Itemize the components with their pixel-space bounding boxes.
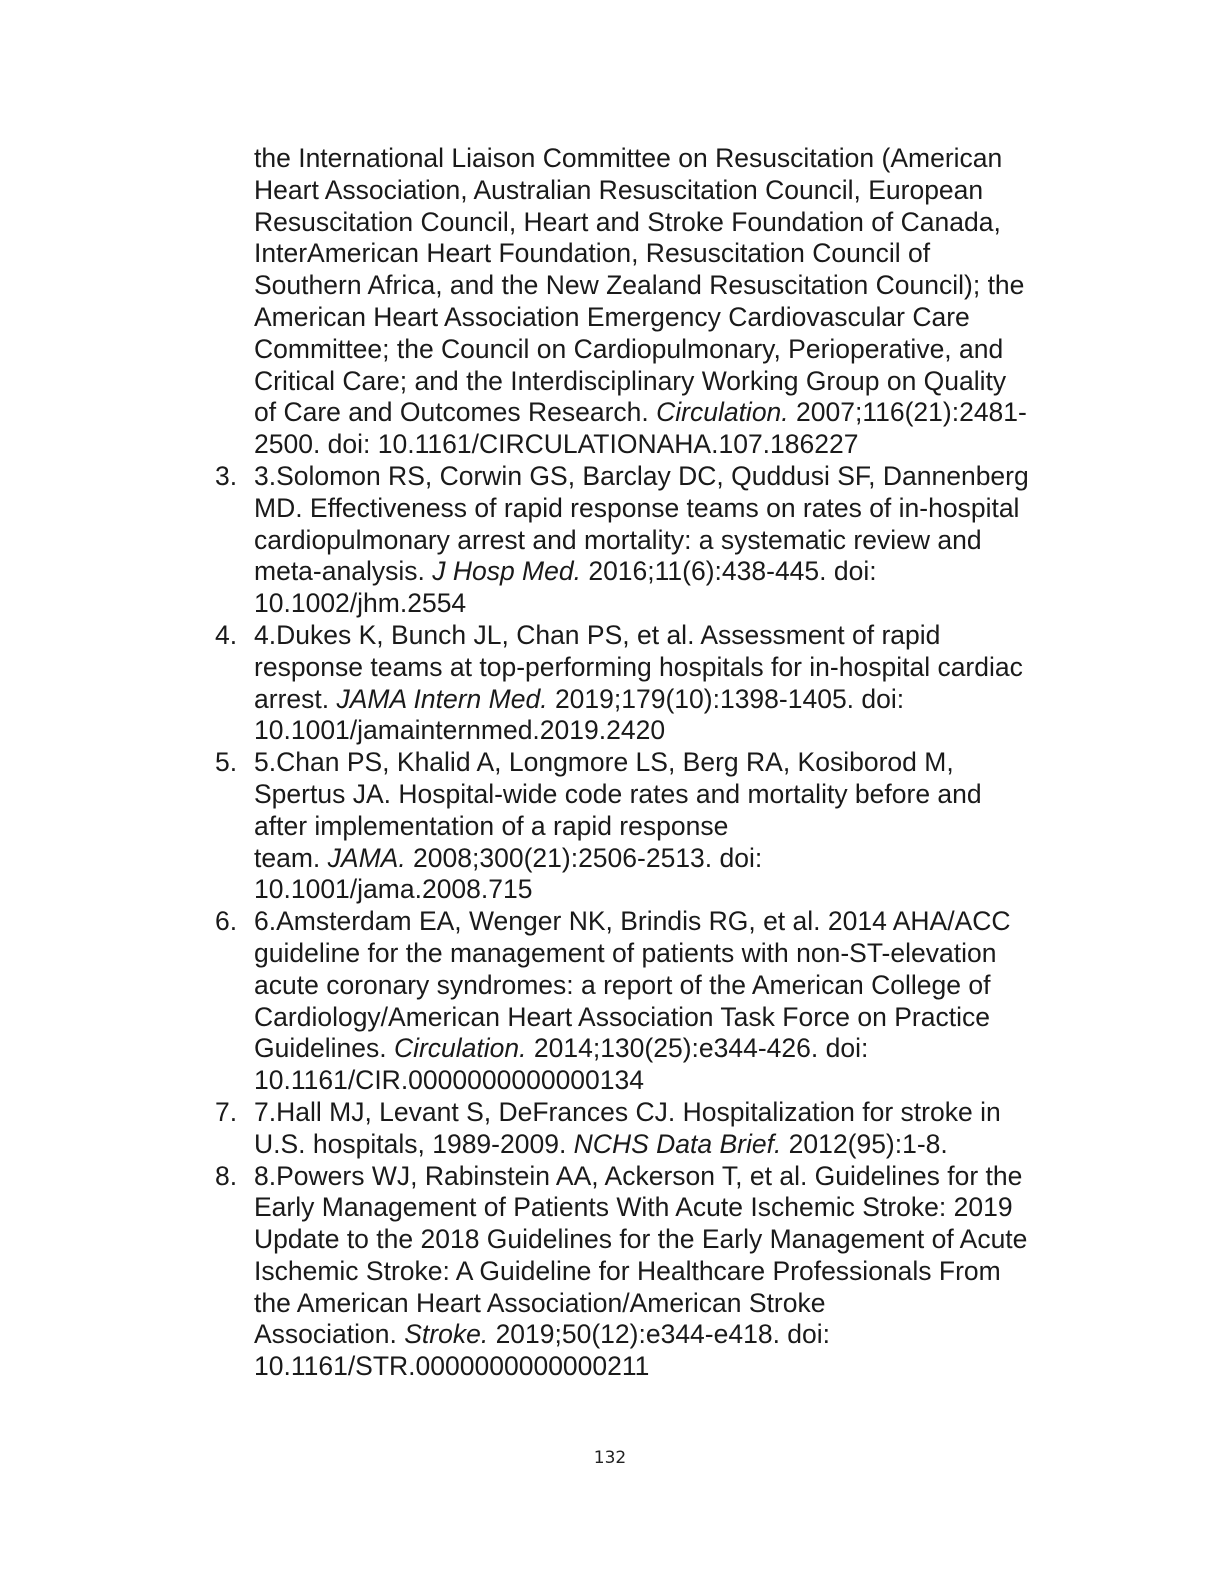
reference-text: 7.Hall MJ, Levant S, DeFrances CJ. Hospitalization for stroke in (254, 1096, 1001, 1127)
reference-text: of Care and Outcomes Research. (254, 397, 657, 428)
reference-text: Heart Association, Australian Resuscitation Council, European (254, 174, 984, 205)
reference-line (254, 302, 1075, 334)
reference-line (254, 1192, 1075, 1224)
reference-line (254, 970, 1075, 1002)
reference-line (254, 143, 1075, 175)
reference-text: Guidelines. (254, 1033, 394, 1064)
reference-line (254, 779, 1075, 811)
reference-text: 5.Chan PS, Khalid A, Longmore LS, Berg RA, Kosiborod M, (254, 747, 954, 778)
reference-line (254, 1288, 1075, 1320)
reference-number: 7. (215, 1096, 238, 1127)
citation-details: 2016;11(6):438-445. doi: (580, 556, 877, 587)
reference-line (254, 684, 1075, 716)
reference-line (254, 1033, 1075, 1065)
reference-line (254, 397, 1075, 429)
reference-text: Cardiology/American Heart Association Task Force on Practice (254, 1001, 990, 1032)
reference-line (254, 525, 1075, 557)
journal-title: NCHS Data Brief. (573, 1128, 782, 1159)
reference-text: 10.1001/jamainternmed.2019.2420 (254, 715, 666, 746)
reference-line (254, 1002, 1075, 1034)
reference-text: 6.Amsterdam EA, Wenger NK, Brindis RG, et al. 2014 AHA/ACC (254, 906, 1011, 937)
reference-text: U.S. hospitals, 1989-2009. (254, 1128, 574, 1159)
reference-number: 4. (215, 619, 238, 650)
reference-line (254, 270, 1075, 302)
reference-line (254, 1224, 1075, 1256)
citation-details: 2012(95):1-8. (781, 1128, 948, 1159)
reference-text: Update to the 2018 Guidelines for the Early Management of Acute (254, 1224, 1028, 1255)
citation-details: 2008;300(21):2506-2513. doi: (405, 842, 763, 873)
reference-line (254, 747, 1075, 779)
reference-item (215, 906, 1075, 1097)
reference-text: the American Heart Association/American Stroke (254, 1287, 826, 1318)
reference-text: Southern Africa, and the New Zealand Resuscitation Council); the (254, 270, 1025, 301)
reference-line (254, 1319, 1075, 1351)
reference-text: team. (254, 842, 328, 873)
reference-line (254, 874, 1075, 906)
citation-details: 2019;50(12):e344-e418. doi: (488, 1319, 831, 1350)
reference-line (254, 556, 1075, 588)
reference-list (215, 143, 1075, 1383)
reference-item (215, 461, 1075, 620)
journal-title: JAMA Intern Med. (336, 683, 548, 714)
reference-text: arrest. (254, 683, 337, 714)
reference-line (254, 1256, 1075, 1288)
reference-number: 6. (215, 906, 238, 937)
reference-text: after implementation of a rapid response (254, 810, 729, 841)
reference-text: response teams at top-performing hospitals for in-hospital cardiac (254, 651, 1023, 682)
reference-line (254, 1129, 1075, 1161)
reference-text: acute coronary syndromes: a report of the American College of (254, 969, 991, 1000)
reference-line (254, 811, 1075, 843)
reference-line (254, 461, 1075, 493)
reference-line (254, 1097, 1075, 1129)
journal-title: J Hosp Med. (432, 556, 581, 587)
reference-text: 10.1161/CIR.0000000000000134 (254, 1065, 644, 1096)
reference-line (254, 366, 1075, 398)
reference-item (215, 1161, 1075, 1384)
reference-text: 4.Dukes K, Bunch JL, Chan PS, et al. Assessment of rapid (254, 619, 941, 650)
reference-line (254, 175, 1075, 207)
reference-text: Spertus JA. Hospital-wide code rates and mortality before and (254, 778, 982, 809)
reference-text: 3.Solomon RS, Corwin GS, Barclay DC, Quddusi SF, Dannenberg (254, 460, 1029, 491)
citation-details: 2014;130(25):e344-426. doi: (526, 1033, 869, 1064)
reference-text: 2500. doi: 10.1161/CIRCULATIONAHA.107.186227 (254, 429, 859, 460)
reference-number: 3. (215, 460, 238, 491)
page-number: 132 (593, 1448, 627, 1468)
reference-line (254, 238, 1075, 270)
reference-text: American Heart Association Emergency Cardiovascular Care (254, 301, 970, 332)
reference-number: 8. (215, 1160, 238, 1191)
reference-text: Resuscitation Council, Heart and Stroke Foundation of Canada, (254, 206, 1001, 237)
reference-text: 8.Powers WJ, Rabinstein AA, Ackerson T, et al. Guidelines for the (254, 1160, 1023, 1191)
reference-line (254, 652, 1075, 684)
journal-title: JAMA. (327, 842, 406, 873)
reference-line (254, 207, 1075, 239)
reference-number: 5. (215, 747, 238, 778)
reference-line (254, 334, 1075, 366)
citation-details: 2019;179(10):1398-1405. doi: (547, 683, 905, 714)
reference-item (215, 1097, 1075, 1161)
reference-line (254, 429, 1075, 461)
reference-text: 10.1001/jama.2008.715 (254, 874, 533, 905)
reference-text: InterAmerican Heart Foundation, Resuscitation Council of (254, 238, 931, 269)
journal-title: Circulation. (393, 1033, 527, 1064)
reference-text: the International Liaison Committee on Resuscitation (American (254, 143, 1003, 173)
citation-details: 2007;116(21):2481- (788, 397, 1027, 428)
reference-text: Early Management of Patients With Acute Ischemic Stroke: 2019 (254, 1192, 1013, 1223)
reference-text: MD. Effectiveness of rapid response teams on rates of in-hospital (254, 492, 1020, 523)
reference-line (254, 1351, 1075, 1383)
reference-text: cardiopulmonary arrest and mortality: a systematic review and (254, 524, 982, 555)
reference-line (254, 906, 1075, 938)
reference-line (254, 588, 1075, 620)
reference-item (215, 620, 1075, 747)
reference-item (215, 143, 1075, 461)
reference-text: 10.1002/jhm.2554 (254, 588, 467, 619)
reference-line (254, 938, 1075, 970)
journal-title: Circulation. (656, 397, 789, 428)
reference-text: Ischemic Stroke: A Guideline for Healthcare Professionals From (254, 1255, 1001, 1286)
reference-line (254, 493, 1075, 525)
reference-text: guideline for the management of patients with non-ST-elevation (254, 937, 997, 968)
reference-line (254, 620, 1075, 652)
reference-line (254, 1065, 1075, 1097)
reference-text: Committee; the Council on Cardiopulmonary, Perioperative, and (254, 333, 1004, 364)
reference-line (254, 843, 1075, 875)
reference-text: meta-analysis. (254, 556, 433, 587)
reference-line (254, 715, 1075, 747)
journal-title: Stroke. (404, 1319, 489, 1350)
reference-text: Association. (254, 1319, 405, 1350)
reference-line (254, 1161, 1075, 1193)
reference-text: 10.1161/STR.0000000000000211 (254, 1351, 650, 1382)
reference-text: Critical Care; and the Interdisciplinary Working Group on Quality (254, 365, 1007, 396)
reference-item (215, 747, 1075, 906)
